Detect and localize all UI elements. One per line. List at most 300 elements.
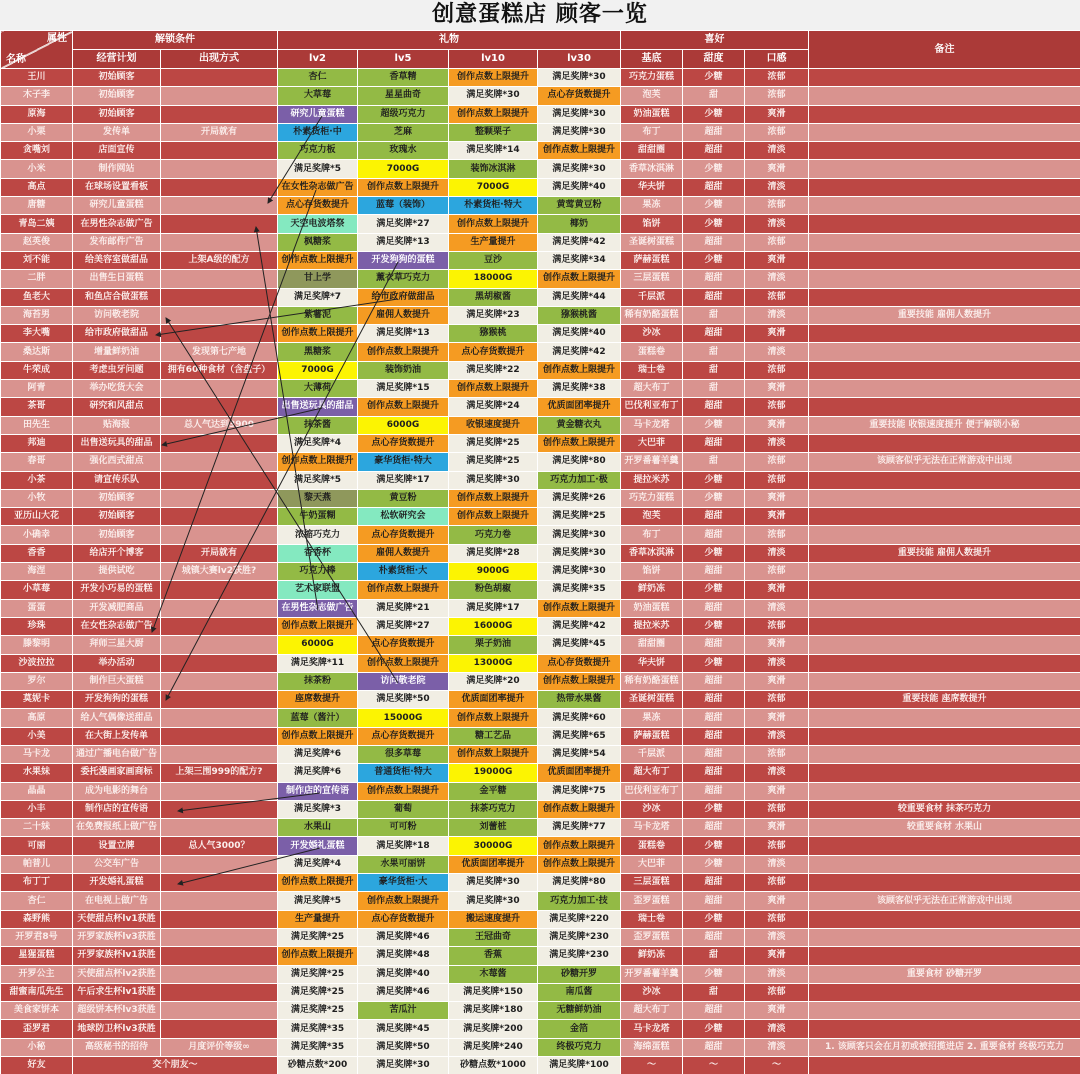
cell-plan: 在球场设置看板 (73, 178, 161, 196)
cell-lv30: 点心存货数提升 (538, 654, 621, 672)
cell-lv30: 巧克力加工·技 (538, 892, 621, 910)
cell-note (809, 398, 1080, 416)
cell-lv2: 满足奖牌*35 (278, 1020, 358, 1038)
customer-row (1, 599, 1080, 617)
cell-lv30: 满足奖牌*80 (538, 874, 621, 892)
cell-name: 杏仁 (1, 892, 73, 910)
cell-name: 香香 (1, 544, 73, 562)
cell-name: 茶哥 (1, 398, 73, 416)
cell-plan: 出售生日蛋糕 (73, 270, 161, 288)
customer-row (1, 800, 1080, 818)
cell-lv2: 水果山 (278, 819, 358, 837)
cell-base: 瑞士卷 (621, 361, 683, 379)
cell-lv2: 满足奖牌*3 (278, 800, 358, 818)
cell-appear (161, 617, 278, 635)
cell-note (809, 617, 1080, 635)
cell-lv2: 蓝莓（酱汁） (278, 709, 358, 727)
header-col-appear: 出现方式 (161, 50, 278, 69)
cell-lv5: 雇佣人数提升 (358, 306, 449, 324)
cell-name: 赵英俊 (1, 233, 73, 251)
cell-lv2: 黑糖浆 (278, 343, 358, 361)
cell-base: 奶油蛋糕 (621, 105, 683, 123)
cell-lv10: 栗子奶油 (449, 636, 538, 654)
customer-row (1, 416, 1080, 434)
cell-lv30: 满足奖牌*40 (538, 178, 621, 196)
cell-lv5: 葡萄 (358, 800, 449, 818)
cell-texture: 爽滑 (745, 380, 809, 398)
cell-texture: 爽滑 (745, 581, 809, 599)
customer-row (1, 654, 1080, 672)
cell-texture: 爽滑 (745, 892, 809, 910)
header-group-unlock: 解锁条件 (73, 31, 278, 50)
cell-plan: 发布邮件广告 (73, 233, 161, 251)
cell-base: 瑞士卷 (621, 910, 683, 928)
cell-plan: 开发小巧易的蛋糕 (73, 581, 161, 599)
cell-sweetness: 少糖 (683, 965, 745, 983)
cell-lv5: 黄豆粉 (358, 489, 449, 507)
cell-lv5: 满足奖牌*48 (358, 947, 449, 965)
cell-lv2: 研究儿童蛋糕 (278, 105, 358, 123)
cell-base: 奶油蛋糕 (621, 599, 683, 617)
cell-lv2: 牛奶蛋糊 (278, 508, 358, 526)
cell-note (809, 947, 1080, 965)
cell-plan: 举办吃货大会 (73, 380, 161, 398)
cell-name: 小秘 (1, 1038, 73, 1056)
customer-row (1, 380, 1080, 398)
cell-plan: 出售送玩具的甜品 (73, 434, 161, 452)
cell-appear (161, 87, 278, 105)
cell-name: 鱼老大 (1, 288, 73, 306)
cell-base: 巴伐利亚布丁 (621, 398, 683, 416)
cell-plan: 和鱼店合做蛋糕 (73, 288, 161, 306)
cell-name: 星猩蛋糕 (1, 947, 73, 965)
cell-lv2: 创作点数上限提升 (278, 453, 358, 471)
cell-lv2: 生产量提升 (278, 910, 358, 928)
customer-row (1, 1057, 1080, 1074)
cell-lv5: 15000G (358, 709, 449, 727)
cell-base: 三层蛋糕 (621, 270, 683, 288)
cell-appear: 上架三围999的配方? (161, 764, 278, 782)
cell-sweetness: 少糖 (683, 105, 745, 123)
cell-appear (161, 178, 278, 196)
cell-texture: 浓郁 (745, 983, 809, 1001)
cell-name: 开罗公主 (1, 965, 73, 983)
cell-lv2: 抹茶酱 (278, 416, 358, 434)
cell-lv30: 优质面团率提升 (538, 764, 621, 782)
cell-note (809, 855, 1080, 873)
cell-base: 开罗番薯羊羹 (621, 453, 683, 471)
customer-row (1, 910, 1080, 928)
cell-lv2: 天空电波塔祭 (278, 215, 358, 233)
cell-note: 较重要食材 水果山 (809, 819, 1080, 837)
cell-name: 水果妹 (1, 764, 73, 782)
cell-lv30: 满足奖牌*30 (538, 563, 621, 581)
cell-plan: 店面宣传 (73, 142, 161, 160)
cell-texture: 爽滑 (745, 160, 809, 178)
cell-lv30: 无糖鲜奶油 (538, 1002, 621, 1020)
customer-table-body (1, 69, 1080, 1074)
cell-lv30: 创作点数上限提升 (538, 142, 621, 160)
cell-texture: 清淡 (745, 178, 809, 196)
header-name-label: 名称 (6, 54, 26, 65)
cell-plan: 增量鲜奶油 (73, 343, 161, 361)
cell-texture: 清淡 (745, 306, 809, 324)
cell-name: 阿青 (1, 380, 73, 398)
customer-row (1, 563, 1080, 581)
cell-appear: 总人气3000？ (161, 837, 278, 855)
cell-lv5: 点心存货数提升 (358, 910, 449, 928)
cell-lv2: 满足奖牌*7 (278, 288, 358, 306)
customer-row (1, 837, 1080, 855)
cell-sweetness: 少糖 (683, 544, 745, 562)
cell-lv5: 创作点数上限提升 (358, 581, 449, 599)
cell-appear (161, 306, 278, 324)
cell-lv10: 满足奖牌*20 (449, 672, 538, 690)
cell-lv5: 满足奖牌*50 (358, 1038, 449, 1056)
cell-lv5: 玫瑰水 (358, 142, 449, 160)
cell-texture: 浓郁 (745, 874, 809, 892)
cell-lv5: 普通货柜·特大 (358, 764, 449, 782)
cell-lv2: 创作点数上限提升 (278, 325, 358, 343)
cell-name: 木子李 (1, 87, 73, 105)
cell-plan: 发传单 (73, 123, 161, 141)
cell-appear (161, 288, 278, 306)
cell-lv5: 创作点数上限提升 (358, 654, 449, 672)
cell-plan: 给店开个博客 (73, 544, 161, 562)
cell-appear: 开局就有 (161, 544, 278, 562)
cell-texture: 爽滑 (745, 489, 809, 507)
cell-lv30: 终极巧克力 (538, 1038, 621, 1056)
cell-note (809, 1002, 1080, 1020)
cell-base: 泡芙 (621, 508, 683, 526)
cell-lv30: 优质面团率提升 (538, 398, 621, 416)
cell-name: 青岛二姨 (1, 215, 73, 233)
customer-row (1, 434, 1080, 452)
cell-lv5: 创作点数上限提升 (358, 398, 449, 416)
cell-lv30: 满足奖牌*30 (538, 544, 621, 562)
cell-plan: 初始顾客 (73, 526, 161, 544)
cell-texture: 浓郁 (745, 563, 809, 581)
customer-row (1, 1020, 1080, 1038)
customer-row (1, 672, 1080, 690)
cell-lv10: 创作点数上限提升 (449, 709, 538, 727)
header-col-sweetness: 甜度 (683, 50, 745, 69)
cell-name: 田先生 (1, 416, 73, 434)
cell-name: 海苔男 (1, 306, 73, 324)
customer-row (1, 306, 1080, 324)
cell-name: 贪嘴刘 (1, 142, 73, 160)
customer-row (1, 928, 1080, 946)
cell-base: 果冻 (621, 709, 683, 727)
cell-base: 甜甜圈 (621, 142, 683, 160)
header-col-lv30: lv30 (538, 50, 621, 69)
cell-plan: 开发减肥商品 (73, 599, 161, 617)
cell-lv2: 紫薯泥 (278, 306, 358, 324)
cell-lv2: 满足奖牌*5 (278, 471, 358, 489)
customer-row (1, 855, 1080, 873)
cell-lv10: 刘蕾桩 (449, 819, 538, 837)
cell-lv5: 点心存货数提升 (358, 434, 449, 452)
cell-lv30: 黄莺黄豆粉 (538, 197, 621, 215)
cell-note (809, 160, 1080, 178)
cell-lv10: 18000G (449, 270, 538, 288)
cell-name: 二胖 (1, 270, 73, 288)
cell-texture: 清淡 (745, 928, 809, 946)
cell-lv5: 给市政府做甜品 (358, 288, 449, 306)
cell-sweetness: 超甜 (683, 727, 745, 745)
cell-lv5: 雇佣人数提升 (358, 544, 449, 562)
cell-base: 开罗番薯羊羹 (621, 965, 683, 983)
cell-lv2: 朴素货柜·中 (278, 123, 358, 141)
cell-lv30: 创作点数上限提升 (538, 270, 621, 288)
cell-note: 1. 该顾客只会在月初或被招揽进店 2. 重要食材 终极巧克力 (809, 1038, 1080, 1056)
cell-lv2: 满足奖牌*5 (278, 160, 358, 178)
cell-lv30: 满足奖牌*30 (538, 526, 621, 544)
cell-sweetness: 超甜 (683, 398, 745, 416)
cell-sweetness: 少糖 (683, 581, 745, 599)
customer-row (1, 892, 1080, 910)
cell-lv5: 创作点数上限提升 (358, 892, 449, 910)
cell-plan: 强化西式甜点 (73, 453, 161, 471)
cell-lv30: 满足奖牌*30 (538, 160, 621, 178)
cell-lv5: 很多草莓 (358, 745, 449, 763)
cell-lv10: 猕猴桃 (449, 325, 538, 343)
cell-lv2: 满足奖牌*35 (278, 1038, 358, 1056)
cell-note (809, 581, 1080, 599)
cell-texture: 清淡 (745, 764, 809, 782)
cell-lv5: 苦瓜汁 (358, 1002, 449, 1020)
customer-row (1, 965, 1080, 983)
cell-sweetness: 超甜 (683, 1002, 745, 1020)
cell-name: 刘不能 (1, 251, 73, 269)
cell-base: 马卡龙塔 (621, 416, 683, 434)
cell-base: 超大布丁 (621, 764, 683, 782)
cell-lv10: 砂糖点数*1000 (449, 1057, 538, 1074)
cell-plan: 成为电影的舞台 (73, 782, 161, 800)
cell-lv10: 创作点数上限提升 (449, 215, 538, 233)
cell-appear (161, 892, 278, 910)
cell-texture: 爽滑 (745, 508, 809, 526)
cell-note (809, 837, 1080, 855)
cell-note (809, 526, 1080, 544)
cell-appear (161, 1002, 278, 1020)
cell-plan: 开发狗狗的蛋糕 (73, 691, 161, 709)
cell-texture: 爽滑 (745, 325, 809, 343)
header-col-lv10: lv10 (449, 50, 538, 69)
customer-row (1, 471, 1080, 489)
cell-base: 泡芙 (621, 87, 683, 105)
cell-plan: 初始顾客 (73, 508, 161, 526)
cell-appear (161, 928, 278, 946)
cell-lv5: 水果可丽饼 (358, 855, 449, 873)
cell-texture: 爽滑 (745, 105, 809, 123)
cell-lv2: 出售送玩具的甜品 (278, 398, 358, 416)
cell-lv2: 满足奖牌*25 (278, 1002, 358, 1020)
cell-plan: 给人气偶像送甜品 (73, 709, 161, 727)
cell-appear (161, 233, 278, 251)
cell-appear (161, 581, 278, 599)
cell-name: 小栗 (1, 123, 73, 141)
cell-lv30: 满足奖牌*35 (538, 581, 621, 599)
cell-lv2: 巧克力板 (278, 142, 358, 160)
cell-base: 馅饼 (621, 215, 683, 233)
cell-texture: 浓郁 (745, 398, 809, 416)
cell-plan: 研究儿童蛋糕 (73, 197, 161, 215)
cell-sweetness: 超甜 (683, 928, 745, 946)
cell-lv5: 满足奖牌*46 (358, 983, 449, 1001)
cell-lv2: 满足奖牌*4 (278, 855, 358, 873)
table-header (1, 31, 1080, 69)
cell-lv10: 生产量提升 (449, 233, 538, 251)
cell-sweetness: 超甜 (683, 1038, 745, 1056)
cell-plan: 制作网站 (73, 160, 161, 178)
customer-row (1, 123, 1080, 141)
cell-appear: 总人气达到3900 (161, 416, 278, 434)
cell-plan: 公交车广告 (73, 855, 161, 873)
cell-appear: 开局就有 (161, 123, 278, 141)
cell-texture: 清淡 (745, 965, 809, 983)
cell-note (809, 983, 1080, 1001)
cell-lv10: 点心存货数提升 (449, 343, 538, 361)
cell-lv5: 豪华货柜·特大 (358, 453, 449, 471)
cell-name: 小草莓 (1, 581, 73, 599)
cell-sweetness: 少糖 (683, 654, 745, 672)
cell-name: 马卡龙 (1, 745, 73, 763)
cell-base: 沙冰 (621, 800, 683, 818)
cell-lv2: 满足奖牌*4 (278, 434, 358, 452)
cell-note: 重要技能 收银速度提升 便于解锁小秘 (809, 416, 1080, 434)
cell-name: 莫妮卡 (1, 691, 73, 709)
cell-lv5: 朴素货柜·大 (358, 563, 449, 581)
cell-texture: ～ (745, 1057, 809, 1074)
cell-sweetness: 超甜 (683, 709, 745, 727)
cell-note (809, 197, 1080, 215)
cell-texture: 清淡 (745, 215, 809, 233)
cell-texture: 浓郁 (745, 910, 809, 928)
cell-name: 蛋蛋 (1, 599, 73, 617)
cell-note (809, 672, 1080, 690)
cell-sweetness: 少糖 (683, 837, 745, 855)
cell-appear (161, 380, 278, 398)
cell-lv10: 满足奖牌*150 (449, 983, 538, 1001)
cell-lv10: 搬运速度提升 (449, 910, 538, 928)
cell-lv2: 抹茶粉 (278, 672, 358, 690)
cell-name: 李大嘴 (1, 325, 73, 343)
cell-lv5: 超级巧克力 (358, 105, 449, 123)
cell-lv5: 点心存货数提升 (358, 727, 449, 745)
cell-lv5: 可可粉 (358, 819, 449, 837)
cell-sweetness: 甜 (683, 306, 745, 324)
cell-sweetness: 少糖 (683, 160, 745, 178)
customer-row (1, 233, 1080, 251)
cell-name: 亚历山大花 (1, 508, 73, 526)
cell-sweetness: 超甜 (683, 526, 745, 544)
cell-lv10: 9000G (449, 563, 538, 581)
customer-row (1, 636, 1080, 654)
cell-plan: 天使甜点杯lv2获胜 (73, 965, 161, 983)
cell-lv30: 砂糖开罗 (538, 965, 621, 983)
customer-row (1, 489, 1080, 507)
cell-appear (161, 599, 278, 617)
cell-texture: 爽滑 (745, 251, 809, 269)
cell-lv5: 点心存货数提升 (358, 526, 449, 544)
cell-lv10: 满足奖牌*17 (449, 599, 538, 617)
cell-lv5: 满足奖牌*13 (358, 233, 449, 251)
cell-note (809, 215, 1080, 233)
cell-name: 邦迪 (1, 434, 73, 452)
cell-lv30: 满足奖牌*30 (538, 69, 621, 87)
cell-plan: 开发婚礼蛋糕 (73, 874, 161, 892)
cell-plan: 通过广播电台做广告 (73, 745, 161, 763)
cell-lv10: 满足奖牌*30 (449, 874, 538, 892)
cell-base: 蛋糕卷 (621, 343, 683, 361)
cell-lv30: 金箔 (538, 1020, 621, 1038)
cell-lv2: 满足奖牌*6 (278, 745, 358, 763)
cell-appear (161, 691, 278, 709)
cell-note: 该顾客似乎无法在正常游戏中出现 (809, 892, 1080, 910)
cell-texture: 浓郁 (745, 526, 809, 544)
cell-base: 香草冰淇淋 (621, 544, 683, 562)
cell-lv10: 创作点数上限提升 (449, 489, 538, 507)
cell-lv5: 开发狗狗的蛋糕 (358, 251, 449, 269)
cell-lv5: 6000G (358, 416, 449, 434)
cell-appear (161, 197, 278, 215)
cell-texture: 浓郁 (745, 233, 809, 251)
cell-lv2: 枫糖浆 (278, 233, 358, 251)
cell-appear: 城镇大赛lv2获胜? (161, 563, 278, 581)
customer-row (1, 691, 1080, 709)
header-group-gift: 礼物 (278, 31, 621, 50)
cell-appear (161, 270, 278, 288)
customer-row (1, 361, 1080, 379)
cell-name: 布丁丁 (1, 874, 73, 892)
customer-row (1, 745, 1080, 763)
cell-name: 甜蜜南瓜先生 (1, 983, 73, 1001)
cell-lv5: 满足奖牌*21 (358, 599, 449, 617)
cell-plan: 拜师三星大厨 (73, 636, 161, 654)
cell-lv30: 满足奖牌*30 (538, 123, 621, 141)
cell-note (809, 910, 1080, 928)
cell-appear: 月度评价等级∞ (161, 1038, 278, 1056)
customer-row (1, 508, 1080, 526)
customer-row (1, 947, 1080, 965)
cell-texture: 浓郁 (745, 691, 809, 709)
cell-lv10: 创作点数上限提升 (449, 69, 538, 87)
header-col-texture: 口感 (745, 50, 809, 69)
cell-note (809, 361, 1080, 379)
cell-appear (161, 874, 278, 892)
cell-note (809, 142, 1080, 160)
cell-sweetness: 甜 (683, 947, 745, 965)
cell-texture: 清淡 (745, 654, 809, 672)
cell-appear (161, 453, 278, 471)
cell-lv5: 豪华货柜·大 (358, 874, 449, 892)
cell-lv2: 甘上学 (278, 270, 358, 288)
cell-lv2: 点心存货数提升 (278, 197, 358, 215)
cell-lv5: 满足奖牌*15 (358, 380, 449, 398)
cell-name: 歪罗君 (1, 1020, 73, 1038)
cell-appear (161, 782, 278, 800)
cell-sweetness: 少糖 (683, 416, 745, 434)
cell-lv2: 满足奖牌*25 (278, 928, 358, 946)
cell-name: 春哥 (1, 453, 73, 471)
cell-note (809, 69, 1080, 87)
customer-row (1, 727, 1080, 745)
cell-lv2: 创作点数上限提升 (278, 727, 358, 745)
cell-lv10: 金平糖 (449, 782, 538, 800)
cell-sweetness: 甜 (683, 983, 745, 1001)
cell-note: 该顾客似乎无法在正常游戏中出现 (809, 453, 1080, 471)
